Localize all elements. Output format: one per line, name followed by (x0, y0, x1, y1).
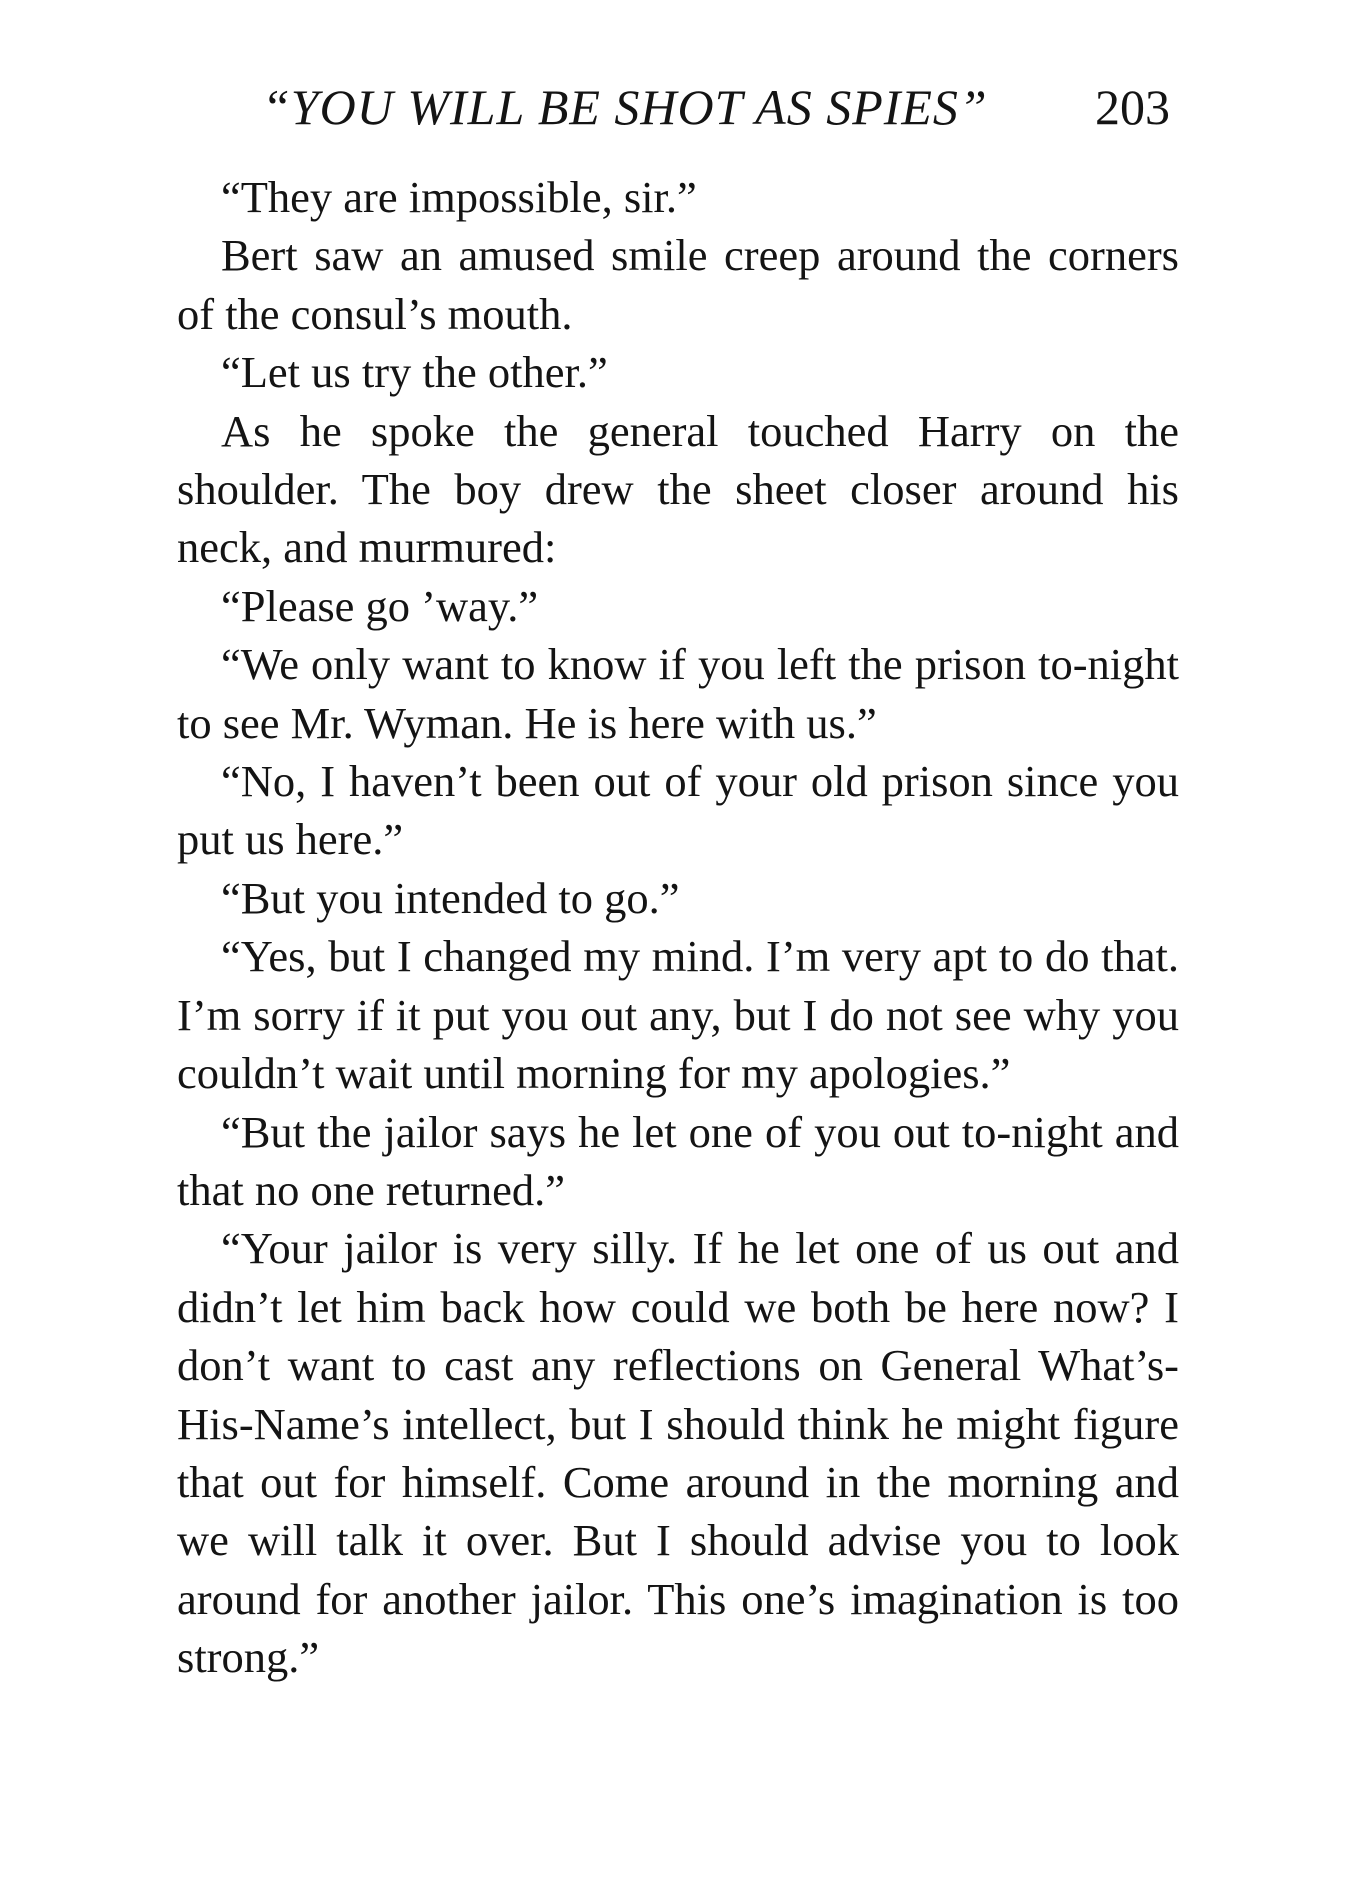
paragraph: “But the jailor says he let one of you out to-night and that no one returned.” (177, 1106, 1179, 1215)
page-number: 203 (1095, 79, 1170, 135)
paragraph: “Your jailor is very silly. If he let one of us out and didn’t let him back how could we both be here now? I don’t want to cast any reflections on General What’s-His-Name’s intellect, but I should think he might figure that out for himself. Come around in the morning and we will talk it over. But I should advise you to look around for another jailor. This one’s imagination is too strong.” (177, 1223, 1179, 1683)
paragraph: Bert saw an amused smile creep around the corners of the consul’s mouth. (177, 230, 1179, 339)
running-head (0, 72, 1356, 142)
paragraph: “But you intended to go.” (221, 872, 680, 923)
paragraph: “We only want to know if you left the prison to-night to see Mr. Wyman. He is here with us.” (177, 639, 1179, 748)
paragraph: “No, I haven’t been out of your old prison since you put us here.” (177, 756, 1179, 865)
paragraph: “Let us try the other.” (221, 347, 608, 398)
chapter-title: “YOU WILL BE SHOT AS SPIES” (262, 79, 988, 135)
paragraph: As he spoke the general touched Harry on the shoulder. The boy drew the sheet closer around his neck, and murmured: (177, 405, 1179, 573)
paragraph: “Yes, but I changed my mind. I’m very apt to do that. I’m sorry if it put you out any, but I do not see why you couldn’t wait until morning for my apologies.” (177, 931, 1179, 1099)
paragraph: “They are impossible, sir.” (221, 172, 697, 222)
paragraph: “Please go ’way.” (221, 580, 539, 631)
body-text (177, 168, 1179, 1687)
